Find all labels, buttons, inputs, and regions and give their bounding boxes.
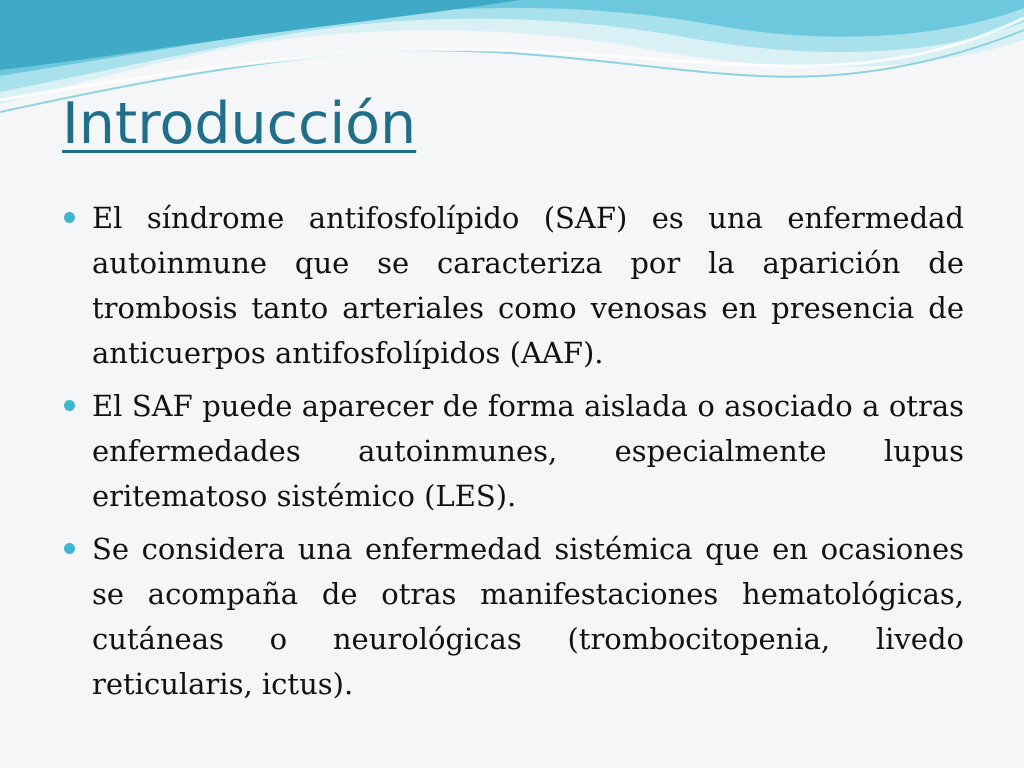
slide-title: Introducción [62,91,417,157]
bullet-text: Se considera una enfermedad sistémica que en ocasiones se acompaña de otras manifestaciones hematológicas, cutáneas o neurológicas (trombocitopenia, livedo reticularis, ictus). [92,532,964,701]
list-item [64,196,964,376]
list-item [64,527,964,707]
bullet-list [64,196,964,715]
bullet-icon [64,212,75,223]
bullet-icon [64,400,75,411]
bullet-text: El síndrome antifosfolípido (SAF) es una enfermedad autoinmune que se caracteriza por la aparición de trombosis tanto arteriales como venosas en presencia de anticuerpos antifosfolípidos (AAF). [92,201,964,370]
bullet-icon [64,543,75,554]
list-item [64,384,964,519]
bullet-text: El SAF puede aparecer de forma aislada o asociado a otras enfermedades autoinmunes, especialmente lupus eritematoso sistémico (LES). [92,389,964,513]
